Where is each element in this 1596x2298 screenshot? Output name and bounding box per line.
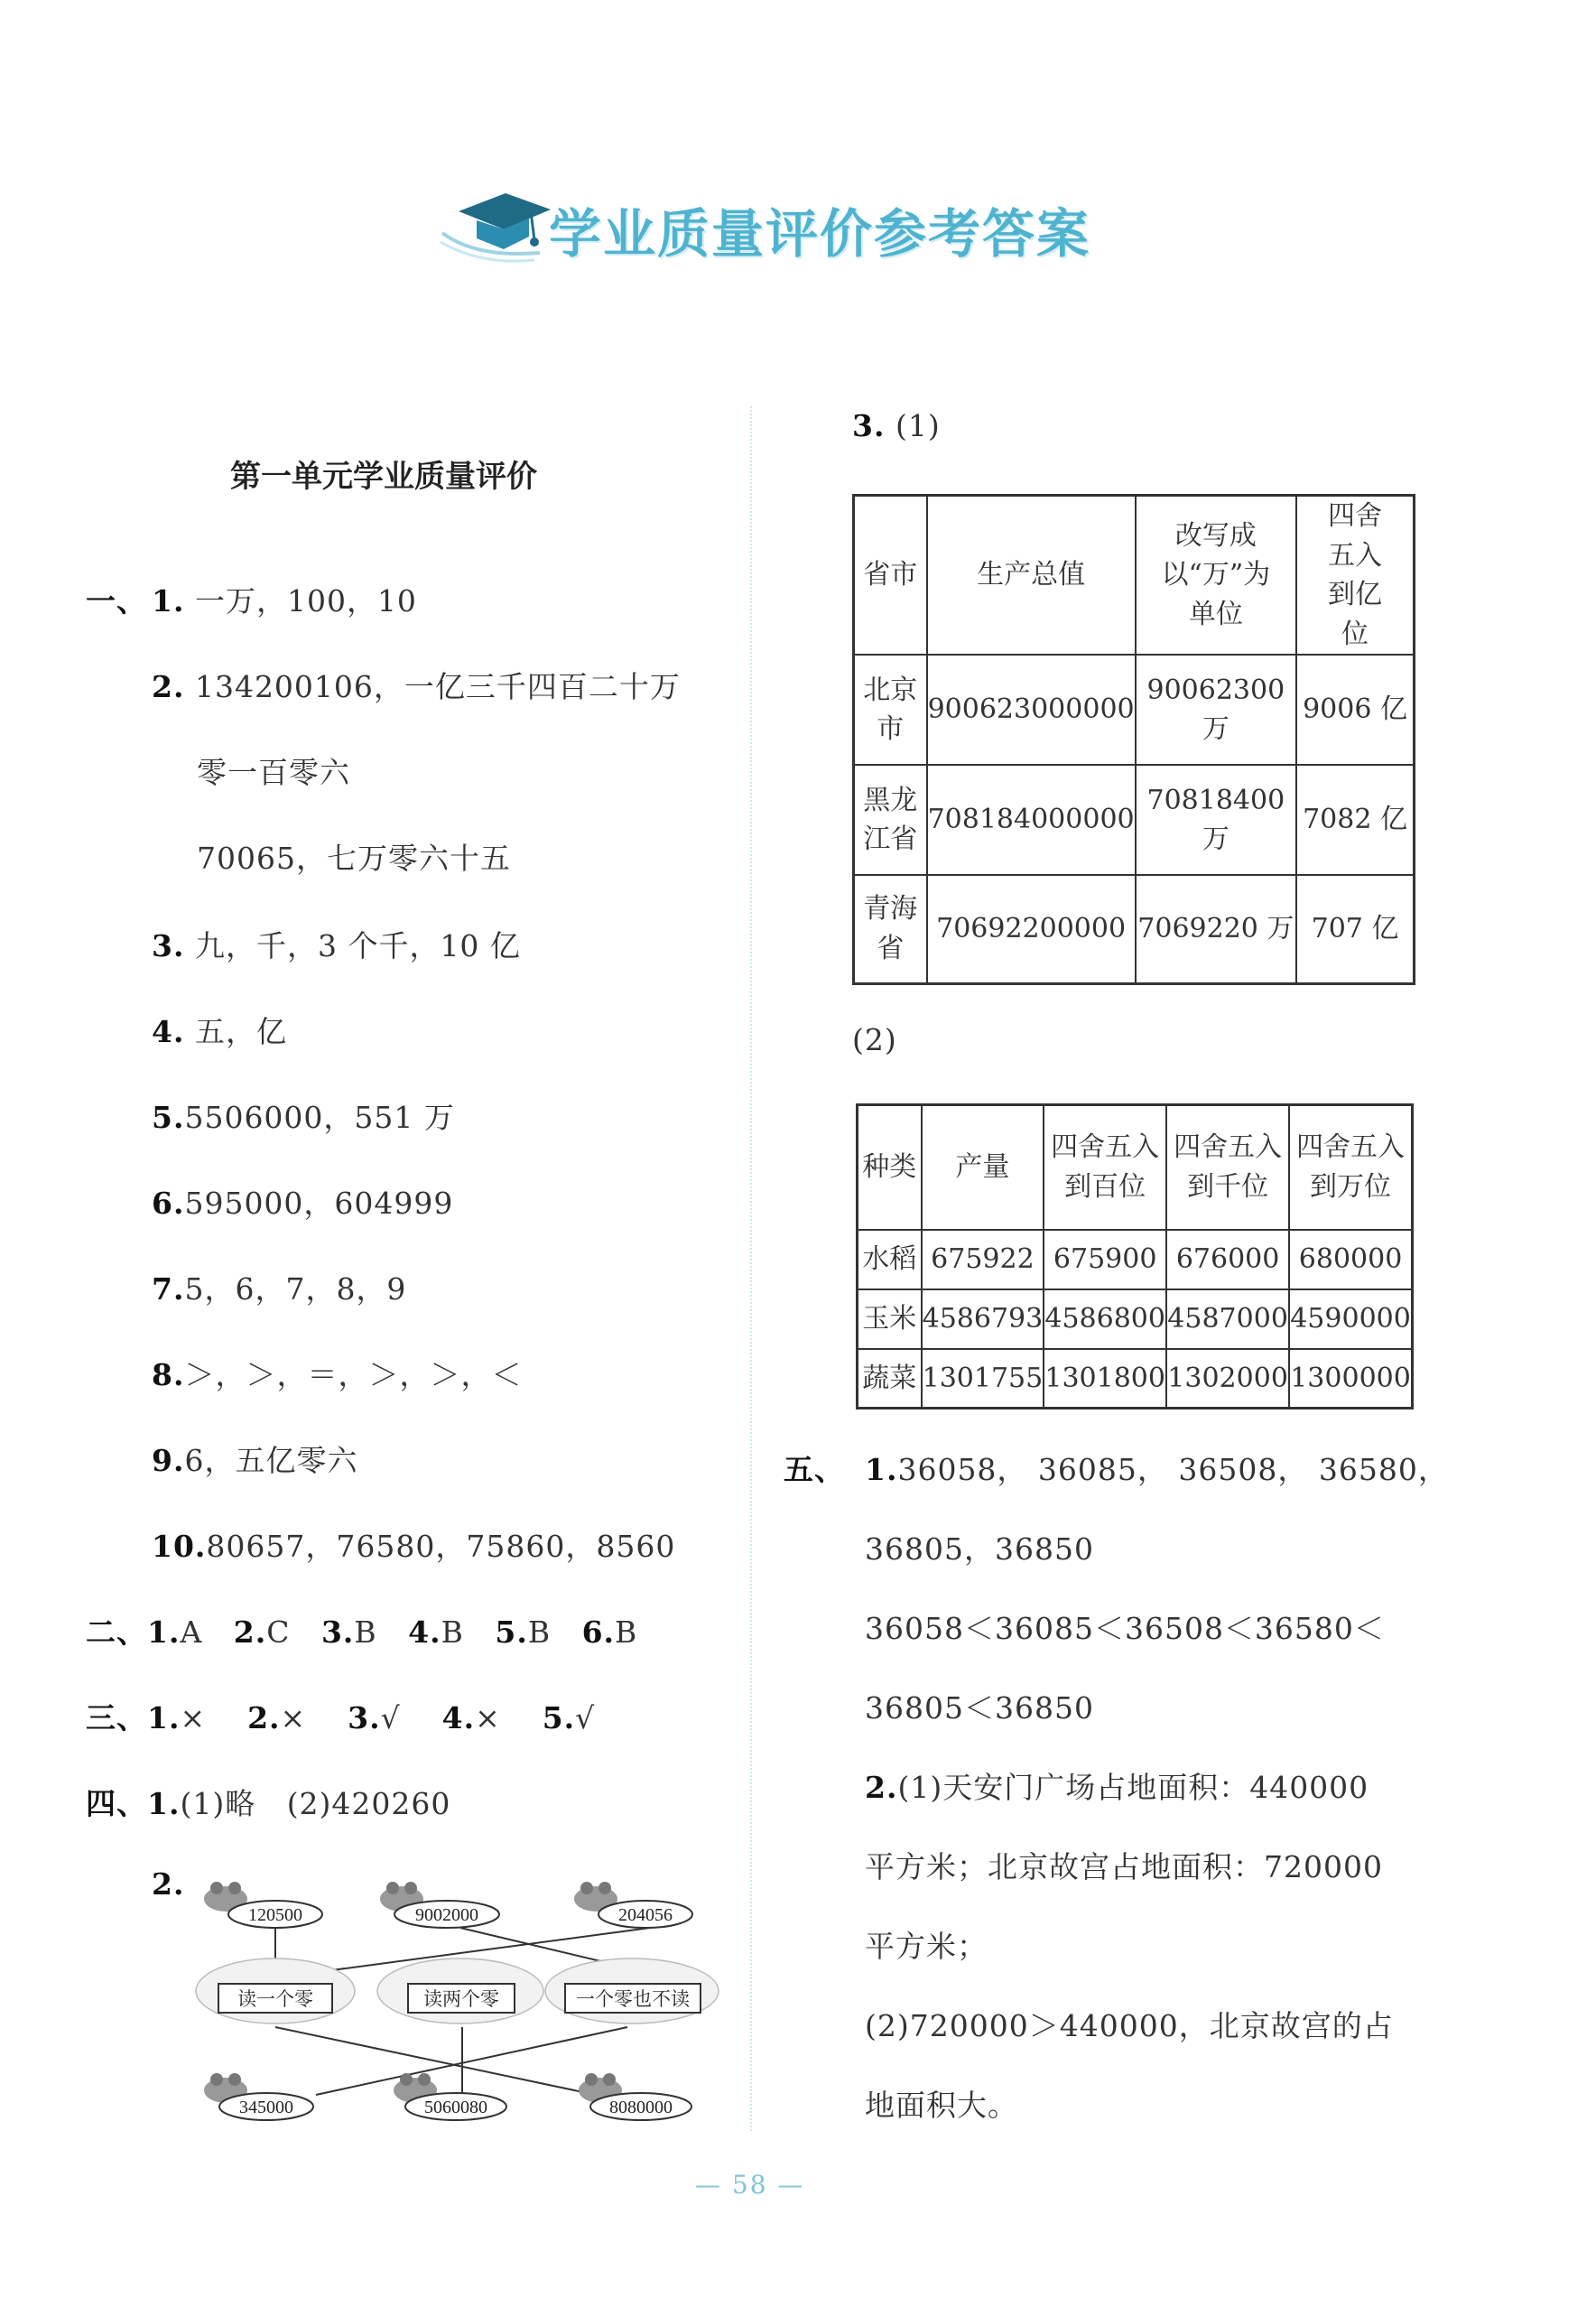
- table-row: 北京市 900623000000 90062300 万 9006 亿: [854, 655, 1415, 765]
- answer-line: 6.595000，604999: [152, 1186, 454, 1221]
- question-5-label: 五、: [784, 1452, 845, 1487]
- matching-diagram: [144, 1874, 722, 2144]
- answer-line: 9.6，五亿零六: [152, 1443, 358, 1478]
- answer-line: 7.5，6，7，8，9: [152, 1271, 407, 1307]
- table-row: 黑龙江省 708184000000 70818400 万 7082 亿: [854, 765, 1415, 875]
- table-header: 种类: [858, 1105, 922, 1230]
- answer-line: 70065，七万零六十五: [197, 841, 511, 876]
- graduation-cap-icon: [441, 177, 558, 267]
- table-header: 四舍五入到万位: [1289, 1105, 1412, 1230]
- question-3-2-label: (2): [852, 1022, 897, 1057]
- page-title: 学业质量评价参考答案: [549, 203, 1091, 265]
- answer-line: (2)720000＞440000，北京故宫的占: [865, 2008, 1394, 2043]
- question-3-1-label: 3. (1): [852, 408, 941, 443]
- page-number: — 58 —: [695, 2170, 805, 2200]
- answer-line: 5.5506000，551 万: [152, 1100, 455, 1135]
- table-row: 青海省 70692200000 7069220 万 707 亿: [854, 875, 1415, 983]
- answer-line: 36805＜36850: [865, 1690, 1094, 1726]
- question-1-label: 一、: [86, 583, 147, 619]
- question-3-line: 三、1.× 2.× 3.√ 4.× 5.√: [86, 1700, 596, 1735]
- answer-line: 10.80657，76580，75860，8560: [152, 1529, 676, 1564]
- answer-line: 1. 一万，100，10: [152, 583, 417, 619]
- diagram-rule-label: 读一个零: [237, 1988, 313, 2010]
- diagram-top-number: 204056: [618, 1905, 673, 1925]
- diagram-rule-label: 读两个零: [423, 1988, 499, 2010]
- rounding-table: [856, 1103, 1414, 1410]
- diagram-bottom-number: 5060080: [424, 2098, 487, 2117]
- table-header: 产量: [922, 1105, 1044, 1230]
- answer-line: 36058＜36085＜36508＜36580＜: [865, 1611, 1385, 1646]
- answer-line: 3. 九，千，3 个千，10 亿: [152, 928, 521, 963]
- question-4-line: 四、1.(1)略 (2)420260: [86, 1786, 451, 1821]
- answer-line: 4. 五，亿: [152, 1014, 287, 1049]
- question-4-2-label: 2.: [152, 1866, 185, 1902]
- table-header: 四舍五入到亿位: [1296, 496, 1414, 656]
- table-header: 改写成以“万”为单位: [1136, 496, 1296, 656]
- diagram-top-number: 120500: [248, 1905, 302, 1925]
- answer-line: 1.36058， 36085， 36508， 36580，: [865, 1452, 1449, 1487]
- diagram-rule-label: 一个零也不读: [576, 1988, 690, 2010]
- table-row: 蔬菜 1301755 1301800 1302000 1300000: [858, 1349, 1413, 1409]
- diagram-top-number: 9002000: [415, 1905, 478, 1925]
- answer-line: 2. 134200106，一亿三千四百二十万: [152, 669, 681, 704]
- question-2-line: 二、1.A 2.C 3.B 4.B 5.B 6.B: [86, 1614, 638, 1650]
- answer-line: 2.(1)天安门广场占地面积：440000: [865, 1770, 1369, 1805]
- diagram-bottom-number: 8080000: [609, 2098, 673, 2117]
- table-header: 省市: [854, 496, 927, 656]
- gdp-table: [852, 494, 1415, 985]
- answer-line: 零一百零六: [197, 755, 350, 790]
- answer-line: 8.＞，＞，＝，＞，＞，＜: [152, 1357, 523, 1392]
- section-title: 第一单元学业质量评价: [230, 459, 537, 495]
- answer-line: 平方米；: [865, 1929, 988, 1964]
- table-row: 玉米 4586793 4586800 4587000 4590000: [858, 1289, 1413, 1349]
- table-header: 生产总值: [927, 496, 1136, 656]
- answer-line: 地面积大。: [865, 2088, 1018, 2123]
- table-row: 水稻 675922 675900 676000 680000: [858, 1230, 1413, 1289]
- column-divider: [750, 406, 752, 2131]
- diagram-bottom-number: 345000: [239, 2098, 293, 2117]
- answer-line: 平方米；北京故宫占地面积：720000: [865, 1849, 1383, 1884]
- table-header: 四舍五入到百位: [1044, 1105, 1166, 1230]
- table-header: 四舍五入到千位: [1166, 1105, 1289, 1230]
- answer-line: 36805，36850: [865, 1531, 1094, 1567]
